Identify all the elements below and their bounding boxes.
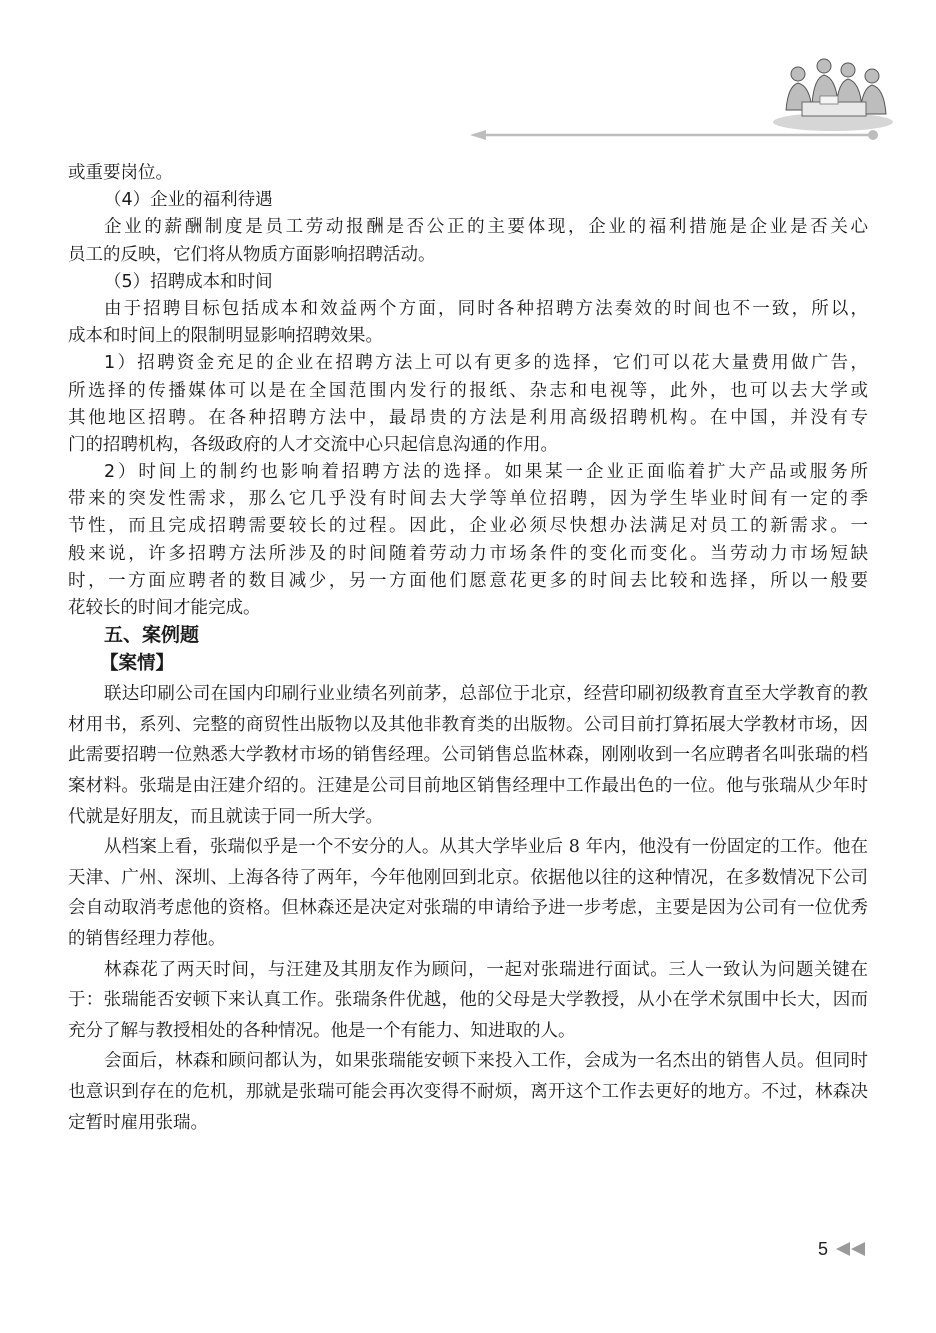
text-line: 或重要岗位。	[68, 163, 173, 183]
business-people-meeting-illustration	[768, 52, 898, 132]
text-line: 由于招聘目标包括成本和效益两个方面，同时各种招聘方法奏效的时间也不一致，所以，	[104, 298, 868, 319]
section-heading: 五、案例题	[104, 624, 200, 647]
text-line: 带来的突发性需求，那么它几乎没有时间去大学等单位招聘，因为学生毕业时间有一定的季	[68, 489, 868, 510]
case-label: 【案情】	[100, 653, 175, 675]
subheading-welfare: （4）企业的福利待遇	[104, 190, 273, 211]
case-paragraph: 会面后，林森和顾问都认为，如果张瑞能安顿下来投入工作，会成为一名杰出的销售人员。但同时也意识到存在的危机，那就是张瑞可能会再次变得不耐烦，离开这个工作去更好的地方。不过，林森决定暂时雇用张瑞。	[68, 1051, 868, 1133]
text-line: 企业的薪酬制度是员工劳动报酬是否公正的主要体现，企业的福利措施是企业是否关心	[104, 217, 868, 238]
text-line: 时，一方面应聘者的数目减少，另一方面他们愿意花更多的时间去比较和选择，所以一般要	[68, 570, 868, 591]
text-line: 2）时间上的制约也影响着招聘方法的选择。如果某一企业正面临着扩大产品或服务所	[104, 462, 868, 483]
text-line: 其他地区招聘。在各种招聘方法中，最昂贵的方法是利用高级招聘机构。在中国，并没有专	[68, 407, 868, 428]
page-number: 5	[818, 1238, 829, 1259]
text-line: 般来说，许多招聘方法所涉及的时间随着劳动力市场条件的变化而变化。当劳动力市场短缺	[68, 543, 868, 564]
text-line: 花较长的时间才能完成。	[68, 598, 261, 618]
subheading-cost-time: （5）招聘成本和时间	[104, 271, 273, 292]
top-section	[68, 160, 868, 622]
text-line: 员工的反映，它们将从物质方面影响招聘活动。	[68, 244, 436, 265]
page-footer	[818, 1236, 868, 1262]
text-line: 节性，而且完成招聘需要较长的过程。因此，企业必须尽快想办法满足对员工的新需求。一	[68, 516, 868, 537]
text-line: 所选择的传播媒体可以是在全国范围内发行的报纸、杂志和电视等，此外，也可以去大学或	[68, 380, 868, 401]
text-line: 1）招聘资金充足的企业在招聘方法上可以有更多的选择，它们可以花大量费用做广告，	[104, 353, 868, 374]
case-paragraph: 林森花了两天时间，与汪建及其朋友作为顾问，一起对张瑞进行面试。三人一致认为问题关键在于：张瑞能否安顿下来认真工作。张瑞条件优越，他的父母是大学教授，从小在学术氛围中长大，因而充分了解与教授相处的各种情况。他是一个有能力、知进取的人。	[68, 959, 868, 1041]
case-paragraph: 联达印刷公司在国内印刷行业业绩名列前茅，总部位于北京，经营印刷初级教育直至大学教育的教材用书，系列、完整的商贸性出版物以及其他非教育类的出版物。公司目前打算拓展大学教材市场，因此需要招聘一位熟悉大学教材市场的销售经理。公司销售总监林森，刚刚收到一名应聘者名叫张瑞的档案材料。张瑞是由汪建介绍的。汪建是公司目前地区销售经理中工作最出色的一位。他与张瑞从少年时代就是好朋友，而且就读于同一所大学。	[68, 684, 868, 827]
page-body	[68, 160, 868, 1138]
text-line: 门的招聘机构，各级政府的人才交流中心只起信息沟通的作用。	[68, 434, 558, 455]
text-line: 成本和时间上的限制明显影响招聘效果。	[68, 326, 383, 347]
case-paragraph: 从档案上看，张瑞似乎是一个不安分的人。从其大学毕业后 8 年内，他没有一份固定的工作。他在天津、广州、深圳、上海各待了两年，今年他刚回到北京。依据他以往的这种情况，在多数情况下公司会自动取消考虑他的资格。但林森还是决定对张瑞的申请给予进一步考虑，主要是因为公司有一位优秀的销售经理力荐他。	[68, 837, 868, 949]
double-left-triangle-icon	[836, 1242, 868, 1256]
arrow-line-decoration	[470, 127, 880, 143]
